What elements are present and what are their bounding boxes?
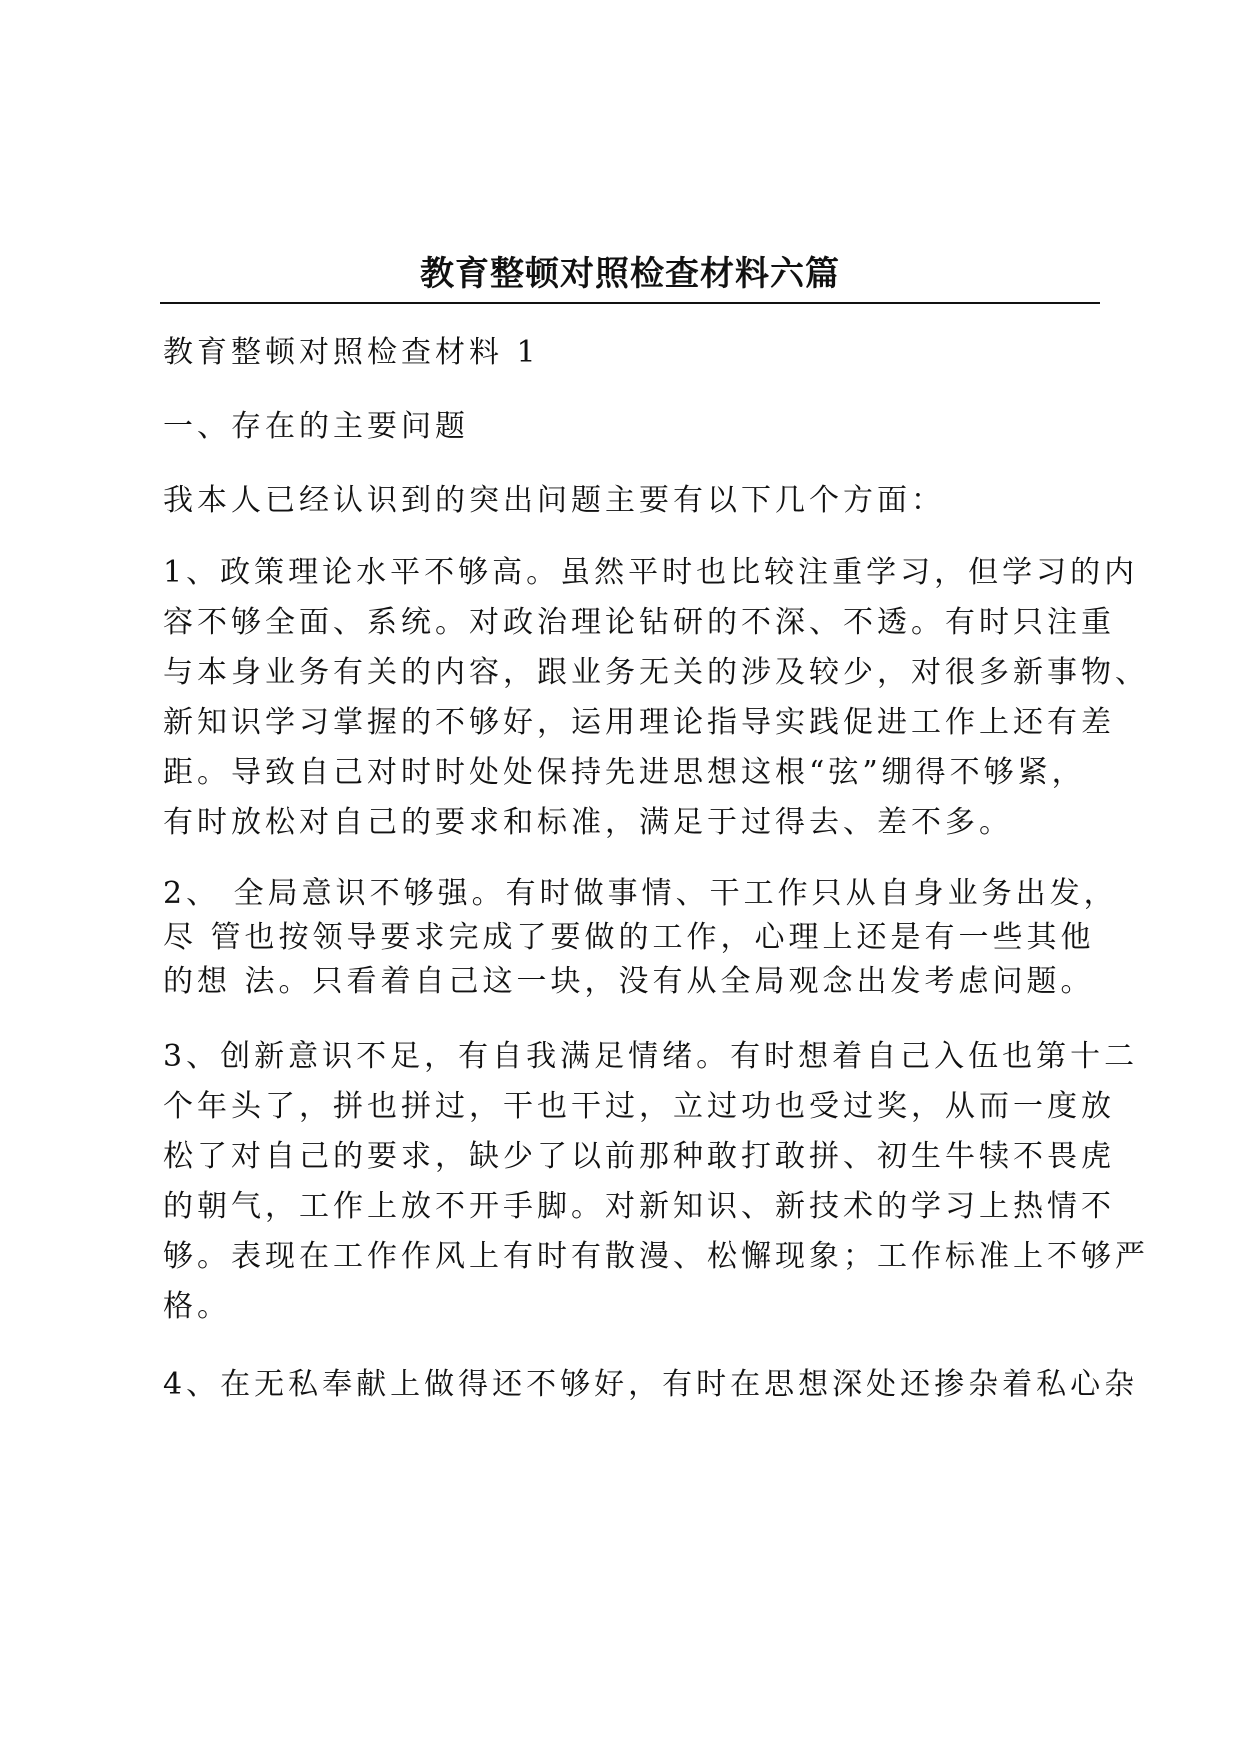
document-title: 教育整顿对照检查材料六篇: [420, 254, 840, 294]
point-3-line: 的朝气，工作上放不开手脚。对新知识、新技术的学习上热情不: [163, 1189, 1115, 1224]
point-1-line: 与本身业务有关的内容，跟业务无关的涉及较少，对很多新事物、: [163, 655, 1149, 690]
point-2-line: 的想 法。只看着自己这一块，没有从全局观念出发考虑问题。: [163, 964, 1095, 999]
point-3-line: 松了对自己的要求，缺少了以前那种敢打敢拼、初生牛犊不畏虎: [163, 1139, 1115, 1174]
point-1-line: 1、政策理论水平不够高。虽然平时也比较注重学习，但学习的内: [163, 555, 1139, 590]
section-heading-1: 教育整顿对照检查材料 1: [163, 335, 540, 370]
point-2-line: 2、 全局意识不够强。有时做事情、干工作只从自身业务出发，: [163, 876, 1118, 911]
section-heading-2: 一、存在的主要问题: [163, 409, 469, 444]
point-2-line: 尽 管也按领导要求完成了要做的工作，心理上还是有一些其他: [163, 920, 1095, 955]
point-3-line: 3、创新意识不足，有自我满足情绪。有时想着自己入伍也第十二: [163, 1039, 1139, 1074]
point-1-line: 距。导致自己对时时处处保持先进思想这根“弦”绷得不够紧，: [163, 755, 1086, 790]
point-1-line: 新知识学习掌握的不够好，运用理论指导实践促进工作上还有差: [163, 705, 1115, 740]
title-divider: [160, 302, 1100, 304]
point-4-line: 4、在无私奉献上做得还不够好，有时在思想深处还掺杂着私心杂: [163, 1367, 1139, 1402]
intro-paragraph: 我本人已经认识到的突出问题主要有以下几个方面：: [163, 483, 945, 518]
point-3-line: 够。表现在工作作风上有时有散漫、松懈现象；工作标准上不够严: [163, 1239, 1149, 1274]
point-1-line: 容不够全面、系统。对政治理论钻研的不深、不透。有时只注重: [163, 605, 1115, 640]
point-3-paragraph: [163, 1032, 1149, 1332]
point-1-line: 有时放松对自己的要求和标准，满足于过得去、差不多。: [163, 805, 1013, 840]
point-3-line: 格。: [163, 1289, 231, 1324]
point-2-paragraph: [163, 872, 1118, 1004]
document-body: [163, 328, 1149, 1410]
point-3-line: 个年头了，拼也拼过，干也干过，立过功也受过奖，从而一度放: [163, 1089, 1115, 1124]
point-4-paragraph: [163, 1360, 1139, 1410]
point-1-paragraph: [163, 548, 1149, 848]
